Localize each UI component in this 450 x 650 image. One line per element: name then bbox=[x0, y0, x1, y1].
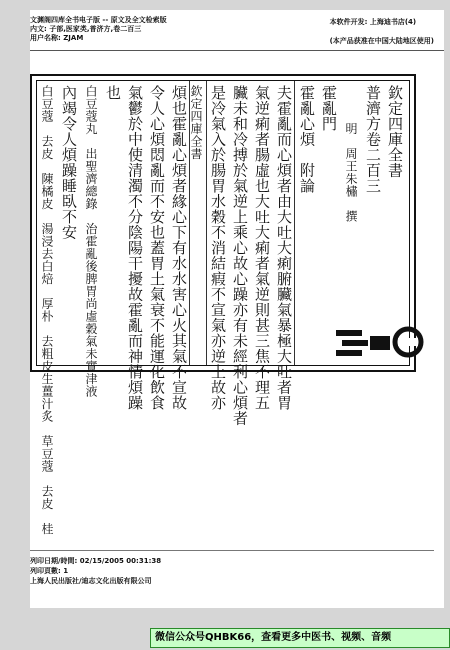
header-license: (本产品获准在中国大陆地区使用) bbox=[329, 37, 434, 45]
text-column-12: 氣鬱於中使清濁不分陰陽干擾故霍亂而神情煩躁 bbox=[126, 85, 144, 411]
text-column-1: 欽定四庫全書 bbox=[386, 85, 404, 178]
text-column-3: 明 周王朱橚 撰 bbox=[344, 85, 358, 223]
text-column-13: 也 bbox=[104, 85, 122, 101]
header-developer: 本软件开发: 上海迪书店(4) bbox=[329, 18, 417, 26]
text-column-10: 煩也霍亂心煩者緣心下有水水害心火其氣不宣故 bbox=[170, 85, 188, 411]
text-column-14: 白豆蔻丸 出聖濟總錄 治霍亂後脾胃尚虛穀氣未實津液 bbox=[84, 85, 98, 398]
text-column-8: 臟未和冷搏於氣逆上乘心故心躁亦有未經利心煩者 bbox=[231, 85, 249, 426]
text-column-5: 霍亂心煩 附論 bbox=[298, 85, 316, 194]
column-divider bbox=[294, 81, 295, 365]
print-pages: 列印頁數: 1 bbox=[30, 567, 69, 575]
text-column-11: 令人心煩悶亂而不安也蓋胃土氣衰不能運化飲食 bbox=[148, 85, 166, 411]
header-divider bbox=[30, 50, 444, 51]
text-column-9: 是冷氣入於腸胃水穀不消結瘕不宣氣亦逆上故亦 bbox=[209, 85, 227, 411]
ruler-label: 欽定四庫全書 bbox=[189, 85, 203, 160]
text-column-15: 內竭令人煩躁睡臥不安 bbox=[60, 85, 78, 240]
header-title: 文渊阁四库全书电子版 -- 原文及全文检索版 bbox=[30, 16, 167, 24]
publisher-name: 上海人民出版社/迪志文化出版有限公司 bbox=[30, 577, 152, 585]
header-left bbox=[30, 16, 167, 43]
text-column-16: 白豆蔻 去皮 陳橘皮 湯浸去白焙 厚朴 去粗皮生薑汁炙 草豆蔻 去皮 桂 bbox=[40, 85, 54, 535]
document-page bbox=[30, 10, 444, 608]
header-content-path: 内文: 子部,医家类,普济方,卷二百三 bbox=[30, 25, 142, 33]
column-divider bbox=[189, 81, 190, 365]
column-divider bbox=[206, 81, 207, 365]
header-right bbox=[330, 18, 434, 46]
text-column-4: 霍亂門 bbox=[320, 85, 338, 132]
promo-banner[interactable]: 微信公众号QHBK66，查看更多中医书、视频、音频 bbox=[150, 628, 450, 648]
text-column-6: 夫霍亂而心煩者由大吐大痢腑臟氣暴極大吐者胃 bbox=[275, 85, 293, 411]
header-username: 用户名称: ZJAM bbox=[30, 34, 84, 42]
footer-divider bbox=[30, 550, 434, 551]
publisher-logo-icon bbox=[334, 322, 424, 360]
text-column-2: 普濟方卷二百三 bbox=[364, 85, 382, 194]
text-column-7: 氣逆痢者腸虛也大吐大痢者氣逆則甚三焦不理五 bbox=[253, 85, 271, 411]
print-datetime: 列印日期/時間: 02/15/2005 00:31:38 bbox=[30, 557, 162, 565]
